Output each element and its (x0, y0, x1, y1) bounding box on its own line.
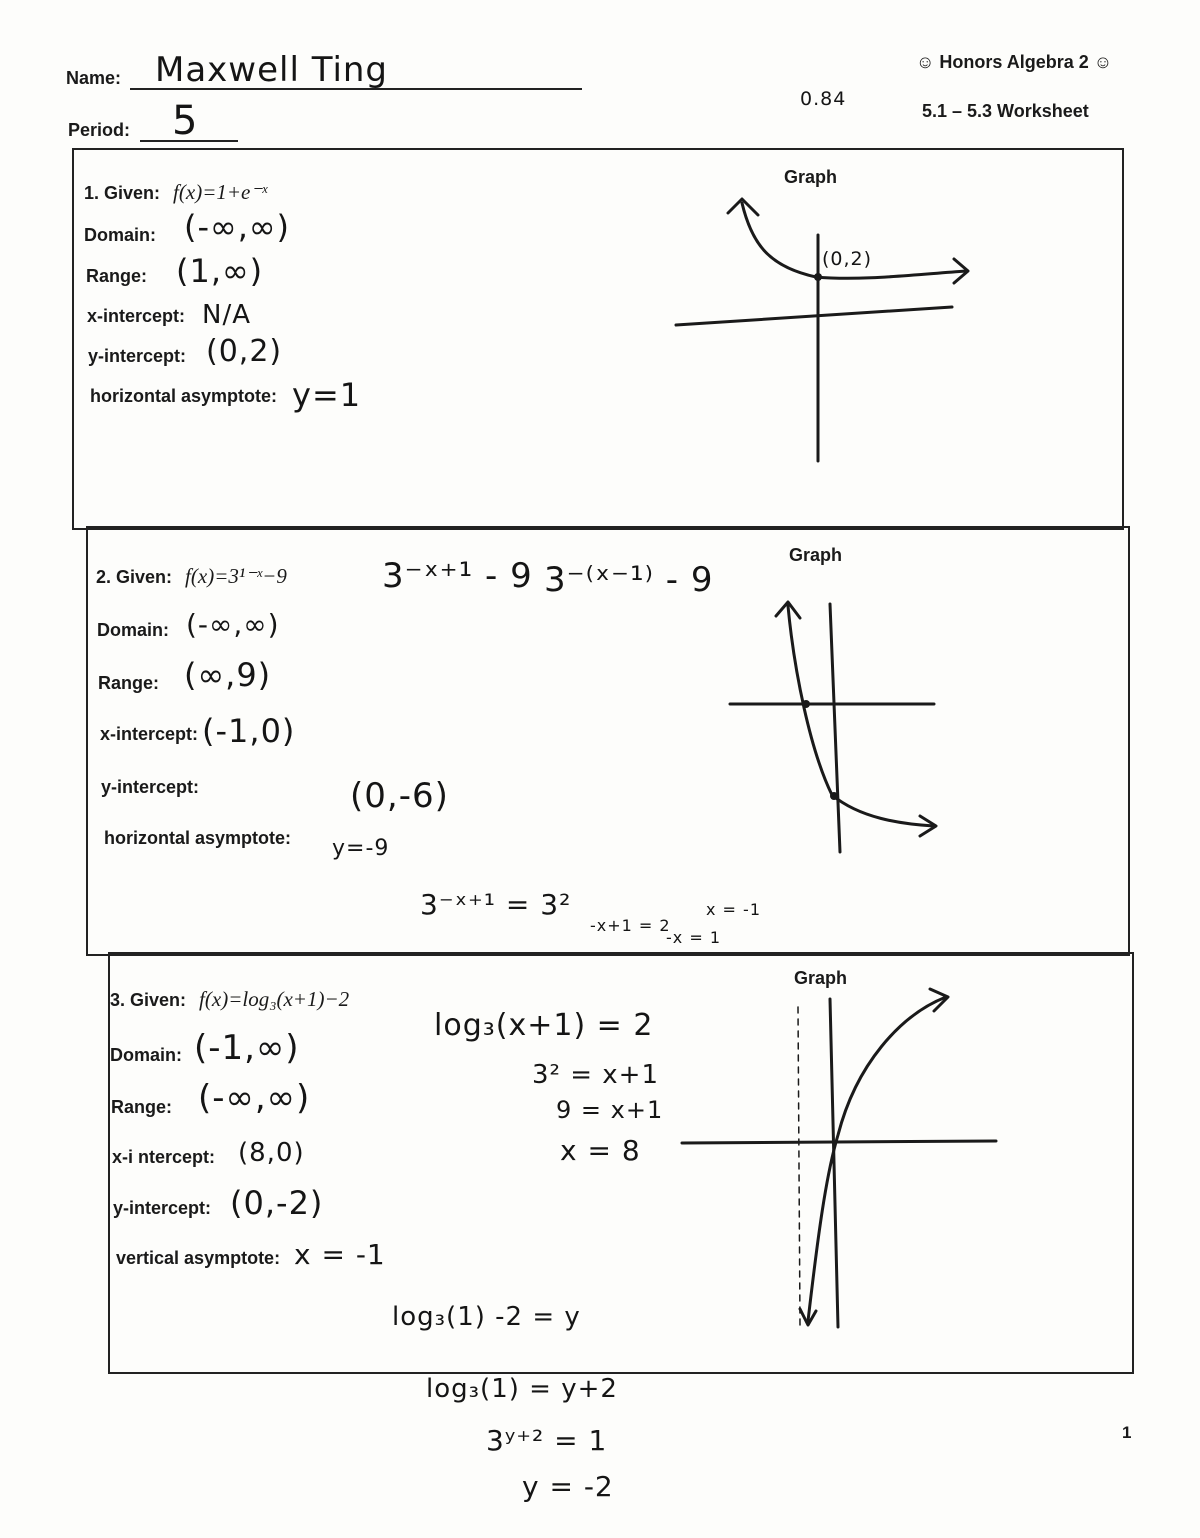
problem-1-xint-answer: N/A (202, 300, 251, 330)
problem-2-work-3: 3⁻ˣ⁺¹ = 3² (420, 888, 572, 921)
problem-3-graph (670, 985, 1010, 1335)
name-value: Maxwell Ting (155, 50, 389, 90)
problem-3-yint-label: y-intercept: (113, 1198, 212, 1218)
problem-1-given (84, 180, 267, 205)
problem-2-asymptote-answer: y=-9 (332, 836, 390, 861)
problem-1-yint-label: y-intercept: (88, 346, 187, 366)
problem-2-domain-label: Domain: (97, 620, 169, 640)
problem-2-work-6: x = -1 (706, 900, 761, 919)
problem-3-asymptote-answer: x = -1 (294, 1238, 386, 1271)
problem-3-xint-label: x-i ntercept: (112, 1147, 216, 1167)
problem-2-work-4: -x+1 = 2 (590, 916, 671, 935)
y-intercept-point (814, 273, 822, 281)
problem-1-domain-label: Domain: (84, 225, 156, 245)
problem-2-prefix: 2. Given: (96, 567, 173, 587)
problem-3-domain-answer: (-1,∞) (194, 1028, 300, 1068)
x-axis (682, 1141, 996, 1143)
problem-2-function: f(x)=3¹⁻ˣ−9 (185, 564, 287, 588)
problem-3-prefix: 3. Given: (110, 990, 187, 1010)
problem-3-work-5: log₃(1) -2 = y (392, 1302, 581, 1332)
period-value: 5 (172, 98, 199, 144)
page-number: 1 (1122, 1423, 1132, 1442)
problem-2-range-label: Range: (98, 673, 160, 693)
x-axis (676, 307, 952, 325)
problem-3-asymptote-label: vertical asymptote: (116, 1248, 281, 1268)
curve (788, 606, 934, 826)
problem-1-asymptote-answer: y=1 (292, 376, 362, 414)
problem-2-work-5: -x = 1 (666, 928, 721, 947)
x-intercept-point (802, 700, 810, 708)
problem-2-yint-answer: (0,-6) (350, 776, 449, 816)
problem-3-work-7: 3ʸ⁺² = 1 (486, 1424, 608, 1457)
problem-3-range-answer: (-∞,∞) (198, 1078, 311, 1118)
curve (808, 997, 946, 1321)
problem-1-range-answer: (1,∞) (176, 252, 264, 290)
score-value: 0.84 (800, 88, 847, 110)
vertical-asymptote-line (798, 1007, 800, 1325)
problem-3-yint-answer: (0,-2) (230, 1184, 324, 1222)
problem-2-range-answer: (∞,9) (184, 656, 272, 694)
problem-2-xint-label: x-intercept: (100, 724, 199, 744)
problem-2-graph (720, 590, 960, 860)
period-label: Period: (68, 120, 131, 140)
problem-3-work-6: log₃(1) = y+2 (426, 1374, 618, 1404)
problem-3-range-label: Range: (111, 1097, 173, 1117)
problem-3-work-2: 3² = x+1 (532, 1060, 659, 1090)
course-title: ☺ Honors Algebra 2 ☺ (916, 52, 1113, 72)
problem-1-xint-label: x-intercept: (87, 306, 186, 326)
problem-1-function: f(x)=1+e⁻ˣ (173, 180, 268, 204)
problem-1-point-label: (0,2) (822, 248, 873, 270)
problem-2-work-1: 3⁻ˣ⁺¹ - 9 (382, 556, 533, 596)
problem-2-xint-answer: (-1,0) (202, 712, 296, 750)
problem-3-given (110, 987, 349, 1012)
problem-3-work-8: y = -2 (522, 1470, 614, 1503)
worksheet-title: 5.1 – 5.3 Worksheet (922, 101, 1089, 121)
problem-2-asymptote-label: horizontal asymptote: (104, 828, 292, 848)
problem-1-prefix: 1. Given: (84, 183, 161, 203)
problem-3-work-3: 9 = x+1 (556, 1096, 664, 1124)
problem-1-graph-label: Graph (784, 167, 838, 187)
y-intercept-point (830, 792, 838, 800)
problem-1-asymptote-label: horizontal asymptote: (90, 386, 278, 406)
problem-2-domain-answer: (-∞,∞) (186, 608, 280, 641)
problem-1-domain-answer: (-∞,∞) (184, 208, 290, 246)
problem-3-domain-label: Domain: (110, 1045, 182, 1065)
y-axis (830, 604, 840, 852)
problem-2-given (96, 564, 287, 589)
problem-3-work-1: log₃(x+1) = 2 (434, 1008, 654, 1043)
problem-2-yint-label: y-intercept: (101, 777, 200, 797)
problem-2-graph-label: Graph (789, 545, 843, 565)
problem-2-work-2: 3⁻⁽ˣ⁻¹⁾ - 9 (544, 560, 714, 600)
problem-3-function: f(x)=log₃(x+1)−2 (199, 987, 350, 1011)
problem-1-yint-answer: (0,2) (206, 334, 283, 369)
problem-3-graph-label: Graph (794, 968, 848, 988)
problem-1-range-label: Range: (86, 266, 148, 286)
problem-3-xint-answer: (8,0) (238, 1138, 305, 1168)
problem-1-graph (660, 185, 990, 475)
name-label: Name: (66, 68, 122, 88)
problem-3-work-4: x = 8 (560, 1134, 641, 1167)
